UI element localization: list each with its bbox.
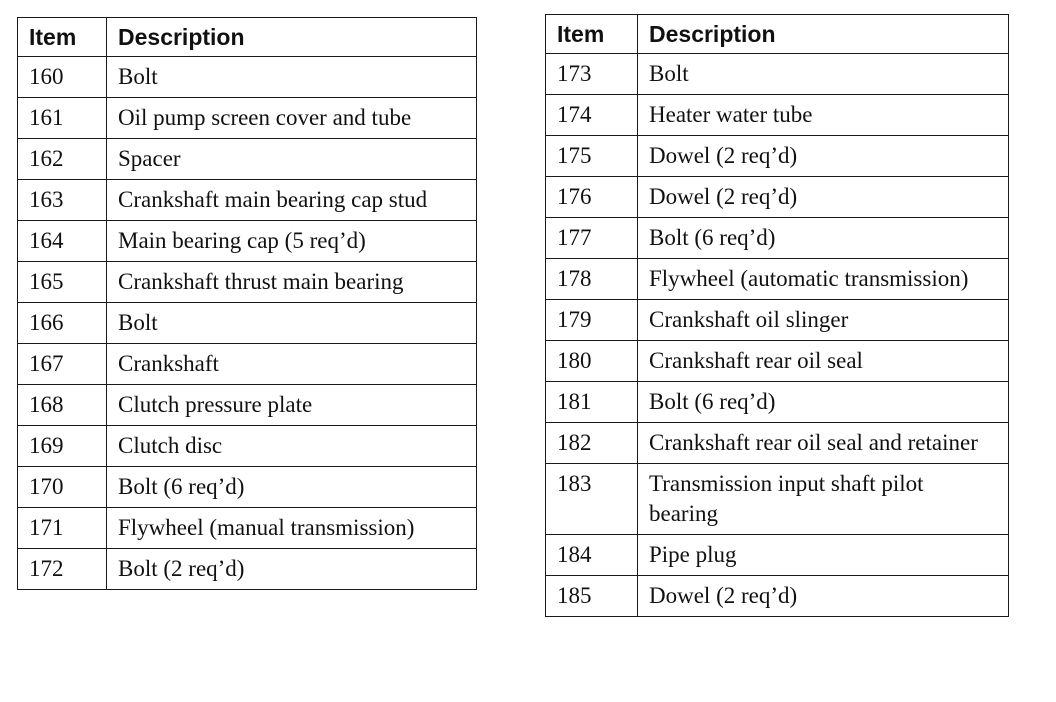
item-description: Crankshaft thrust main bearing <box>107 262 477 303</box>
item-description: Crankshaft rear oil seal and retainer <box>638 423 1009 464</box>
table-row <box>18 508 477 549</box>
table-row <box>18 262 477 303</box>
item-number: 185 <box>546 576 638 617</box>
item-number: 180 <box>546 341 638 382</box>
table-row <box>18 139 477 180</box>
table-row <box>546 177 1009 218</box>
table-row <box>546 300 1009 341</box>
table-row <box>18 549 477 590</box>
item-column-header: Item <box>18 18 107 57</box>
item-number: 170 <box>18 467 107 508</box>
item-number: 178 <box>546 259 638 300</box>
item-description: Dowel (2 req’d) <box>638 177 1009 218</box>
item-description: Bolt <box>107 57 477 98</box>
item-description: Crankshaft main bearing cap stud <box>107 180 477 221</box>
item-number: 165 <box>18 262 107 303</box>
table-header-row <box>18 18 477 57</box>
table-row <box>546 535 1009 576</box>
item-description: Bolt <box>638 54 1009 95</box>
item-description: Bolt (6 req’d) <box>638 218 1009 259</box>
table-row <box>546 95 1009 136</box>
item-number: 182 <box>546 423 638 464</box>
item-description: Crankshaft <box>107 344 477 385</box>
table-row <box>546 259 1009 300</box>
item-description: Oil pump screen cover and tube <box>107 98 477 139</box>
item-description: Clutch pressure plate <box>107 385 477 426</box>
item-description: Pipe plug <box>638 535 1009 576</box>
item-description: Flywheel (automatic transmission) <box>638 259 1009 300</box>
item-column-header: Item <box>546 15 638 54</box>
item-number: 173 <box>546 54 638 95</box>
table-row <box>18 426 477 467</box>
table-row <box>546 464 1009 535</box>
table-row <box>546 136 1009 177</box>
item-number: 172 <box>18 549 107 590</box>
table-row <box>546 576 1009 617</box>
item-description: Bolt (2 req’d) <box>107 549 477 590</box>
item-description: Dowel (2 req’d) <box>638 576 1009 617</box>
table-row <box>546 54 1009 95</box>
table-row <box>18 344 477 385</box>
item-description: Heater water tube <box>638 95 1009 136</box>
table-row <box>18 180 477 221</box>
parts-table-right <box>545 14 1009 617</box>
table-row <box>18 303 477 344</box>
item-number: 174 <box>546 95 638 136</box>
table-row <box>18 57 477 98</box>
table-row <box>18 385 477 426</box>
item-description: Clutch disc <box>107 426 477 467</box>
item-description: Main bearing cap (5 req’d) <box>107 221 477 262</box>
item-description: Crankshaft rear oil seal <box>638 341 1009 382</box>
table-row <box>18 467 477 508</box>
item-description: Flywheel (manual transmission) <box>107 508 477 549</box>
table-header-row <box>546 15 1009 54</box>
table-row <box>546 218 1009 259</box>
item-number: 169 <box>18 426 107 467</box>
item-description: Bolt (6 req’d) <box>107 467 477 508</box>
item-number: 179 <box>546 300 638 341</box>
item-description: Transmission input shaft pilot bearing <box>638 464 1009 535</box>
table-row <box>546 341 1009 382</box>
item-number: 164 <box>18 221 107 262</box>
item-number: 171 <box>18 508 107 549</box>
table-row <box>546 382 1009 423</box>
item-number: 166 <box>18 303 107 344</box>
item-description: Crankshaft oil slinger <box>638 300 1009 341</box>
item-number: 167 <box>18 344 107 385</box>
item-description: Bolt (6 req’d) <box>638 382 1009 423</box>
item-number: 163 <box>18 180 107 221</box>
table-row <box>546 423 1009 464</box>
item-number: 168 <box>18 385 107 426</box>
item-number: 184 <box>546 535 638 576</box>
item-number: 176 <box>546 177 638 218</box>
item-number: 175 <box>546 136 638 177</box>
table-row <box>18 98 477 139</box>
parts-table-left <box>17 17 477 590</box>
item-number: 181 <box>546 382 638 423</box>
item-number: 160 <box>18 57 107 98</box>
item-description: Bolt <box>107 303 477 344</box>
item-description: Spacer <box>107 139 477 180</box>
item-number: 161 <box>18 98 107 139</box>
description-column-header: Description <box>107 18 477 57</box>
item-description: Dowel (2 req’d) <box>638 136 1009 177</box>
item-number: 183 <box>546 464 638 535</box>
item-number: 177 <box>546 218 638 259</box>
item-number: 162 <box>18 139 107 180</box>
description-column-header: Description <box>638 15 1009 54</box>
table-row <box>18 221 477 262</box>
